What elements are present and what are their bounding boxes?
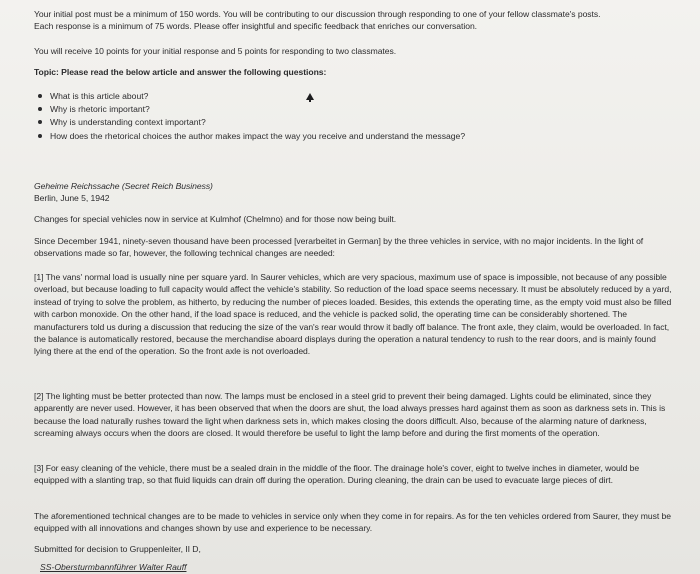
- article-header: [34, 180, 674, 205]
- question-item: [34, 103, 554, 116]
- article-signature: SS-Obersturmbannführer Walter Rauff: [40, 562, 187, 572]
- article-para-2: [34, 390, 674, 440]
- bullet-icon: [38, 120, 42, 124]
- article-para-closing-text: The aforementioned technical changes are to be made to vehicles in service only when they come in for repairs. As for the ten vehicles ordered from Saurer, they must be equipped with all innovations and changes shown by use and experience to be necessary.: [34, 511, 671, 534]
- instruction-line-2: Each response is a minimum of 75 words. Please offer insightful and specific feedback that enriches our conversation.: [34, 21, 478, 32]
- article-submitted: [34, 543, 674, 555]
- article-place-date: Berlin, June 5, 1942: [34, 193, 110, 204]
- bullet-icon: [38, 134, 42, 138]
- article-submitted-text: Submitted for decision to Gruppenleiter, II D,: [34, 544, 201, 554]
- article-intro-text: Changes for special vehicles now in service at Kulmhof (Chelmno) and for those now being built.: [34, 214, 397, 224]
- question-text: Why is understanding context important?: [50, 117, 206, 128]
- article-para-2-text: [2] The lighting must be better protected than now. The lamps must be enclosed in a steel grid to prevent their being damaged. Lights could be eliminated, since they apparently are never used. However, it has been observed that when the doors are shut, the load always presses hard against them as soon as darkness sets in. This is because the load naturally rushes toward the light when darkness sets in, which makes closing the doors difficult. Also, because of the alarming nature of darkness, screaming always occurs when the doors are closed. It would therefore be useful to light the lamp before and during the first moments of the operation.: [34, 391, 666, 439]
- article-header-title: Geheime Reichssache (Secret Reich Business): [34, 181, 213, 191]
- topic-line: Topic: Please read the below article and answer the following questions:: [34, 67, 327, 77]
- question-item: [34, 90, 554, 103]
- bullet-icon: [38, 107, 42, 111]
- question-text: What is this article about?: [50, 91, 149, 101]
- article-para-closing: [34, 510, 674, 535]
- points-line: You will receive 10 points for your initial response and 5 points for responding to two classmates.: [34, 46, 397, 56]
- article-para-3: [34, 462, 674, 487]
- mouse-cursor-tail: [309, 98, 311, 102]
- article-para-since-text: Since December 1941, ninety-seven thousand have been processed [verarbeitet in German] by the three vehicles in service, with no major incidents. In the light of observations made so far, however, the following technical changes are needed:: [34, 236, 644, 259]
- article-intro: [34, 213, 674, 225]
- instruction-line-1: Your initial post must be a minimum of 150 words. You will be contributing to our discussion through responding to one of your fellow classmate's posts.: [34, 9, 601, 19]
- question-list: [34, 90, 554, 143]
- article-para-1-text: [1] The vans' normal load is usually nine per square yard. In Saurer vehicles, which are very spacious, maximum use of space is impossible, not because of any possible overload, but because loading to full capacity would affect the vehicle's stability. So reduction of the load space seems necessary. It must be absolutely reduced by a yard, instead of trying to solve the problem, as hitherto, by reducing the number of pieces loaded. Besides, this extends the operating time, as the empty void must also be filled with carbon monoxide. On the other hand, if the load space is reduced, and the vehicle is packed solid, the operating time can be considerably shortened. The manufacturers told us during a discussion that reducing the size of the van's rear would throw it badly off balance. The front axle, they claim, would be overloaded. In fact, the balance is automatically restored, because the merchandise aboard displays during the operation a natural tendency to rush to the rear doors, and is mainly found lying there at the end of the operation. So the front axle is not overloaded.: [34, 272, 672, 357]
- question-text: Why is rhetoric important?: [50, 104, 150, 115]
- article-para-1: [34, 271, 674, 358]
- bullet-icon: [38, 94, 42, 98]
- points-text: [34, 45, 674, 57]
- question-item: [34, 116, 554, 129]
- article-para-3-text: [3] For easy cleaning of the vehicle, there must be a sealed drain in the middle of the floor. The drainage hole's cover, eight to twelve inches in diameter, would be equipped with a slanting trap, so that fluid liquids can drain off during the operation. During cleaning, the drain can be used to evacuate large pieces of dirt.: [34, 463, 640, 486]
- question-text: How does the rhetorical choices the author makes impact the way you receive and understand the message?: [50, 130, 466, 141]
- topic-heading: [34, 66, 674, 78]
- article-para-since: [34, 235, 674, 260]
- question-item: [34, 130, 554, 143]
- instructions: [34, 8, 674, 33]
